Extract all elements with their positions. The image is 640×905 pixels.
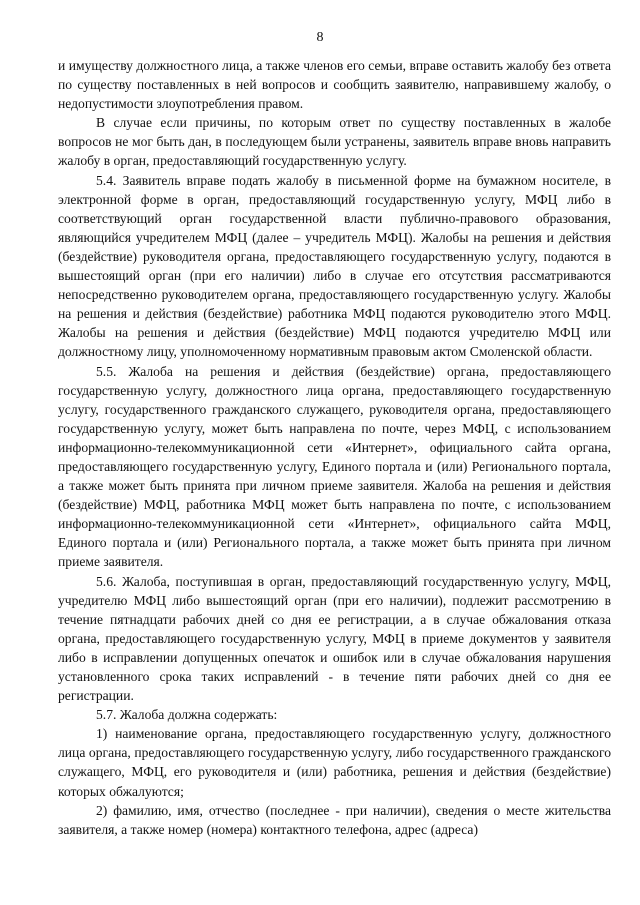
paragraph-section-5-5: 5.5. Жалоба на решения и действия (бездействие) органа, предоставляющего государственную услугу, должностного лица органа, предоставляющего государственную услугу, государственного гражданского служащего, руководителя органа, предоставляющего государственную услугу, может быть направлена по почте, через МФЦ, с использованием информационно-телекоммуникационной сети «Интернет», официального сайта органа, предоставляющего государственную услугу, Единого портала и (или) Регионального портала, а также может быть принята при личном приеме заявителя. Жалоба на решения и действия (бездействие) МФЦ, работника МФЦ может быть направлена по почте, с использованием информационно-телекоммуникационной сети «Интернет», официального сайта МФЦ, Единого портала и (или) Регионального портала, а также может быть принята при личном приеме заявителя. [58,363,611,570]
paragraph: и имуществу должностного лица, а также членов его семьи, вправе оставить жалобу без ответа по существу поставленных в ней вопросов и сообщить заявителю, направившему жалобу, о недопустимости злоупотребления правом. [58,58,611,112]
paragraph-section-5-7: 5.7. Жалоба должна содержать: [96,707,278,723]
page-number: 8 [316,30,324,45]
list-item: 1) наименование органа, предоставляющего государственную услугу, должностного лица органа, предоставляющего государственную услугу, либо государственного гражданского служащего, МФЦ, его руководителя и (или) работника, решения и действия (бездействие) которых обжалуются; [58,726,611,799]
paragraph-section-5-6: 5.6. Жалоба, поступившая в орган, предоставляющий государственную услугу, МФЦ, учредителю МФЦ либо вышестоящий орган (при его наличии), подлежит рассмотрению в течение пятнадцати рабочих дней со дня ее регистрации, а в случае обжалования отказа органа, предоставляющего государственную услугу, МФЦ в приеме документов у заявителя либо в исправлении допущенных опечаток и ошибок или в случае обжалования нарушения установленного срока таких исправлений - в течение пяти рабочих дней со дня ее регистрации. [58,573,611,704]
paragraph: В случае если причины, по которым ответ по существу поставленных в жалобе вопросов не мог быть дан, в последующем были устранены, заявитель вправе вновь направить жалобу в орган, предоставляющий государственную услугу. [58,115,611,169]
list-item: 2) фамилию, имя, отчество (последнее - при наличии), сведения о месте жительства заявителя, а также номер (номера) контактного телефона, адрес (адреса) [58,802,611,837]
document-body [58,56,611,839]
paragraph-section-5-4: 5.4. Заявитель вправе подать жалобу в письменной форме на бумажном носителе, в электронной форме в орган, предоставляющий государственную услугу, МФЦ либо в соответствующий орган государственной власти публично-правового образования, являющийся учредителем МФЦ (далее – учредитель МФЦ). Жалобы на решения и действия (бездействие) руководителя органа, предоставляющего государственную услугу, подаются в вышестоящий орган (при его наличии) либо в случае его отсутствия рассматриваются непосредственно руководителем органа, предоставляющего государственную услугу. Жалобы на решения и действия (бездействие) работника МФЦ подаются руководителю этого МФЦ. Жалобы на решения и действия (бездействие) МФЦ подаются учредителю МФЦ или должностному лицу, уполномоченному нормативным правовым актом Смоленской области. [58,172,611,360]
